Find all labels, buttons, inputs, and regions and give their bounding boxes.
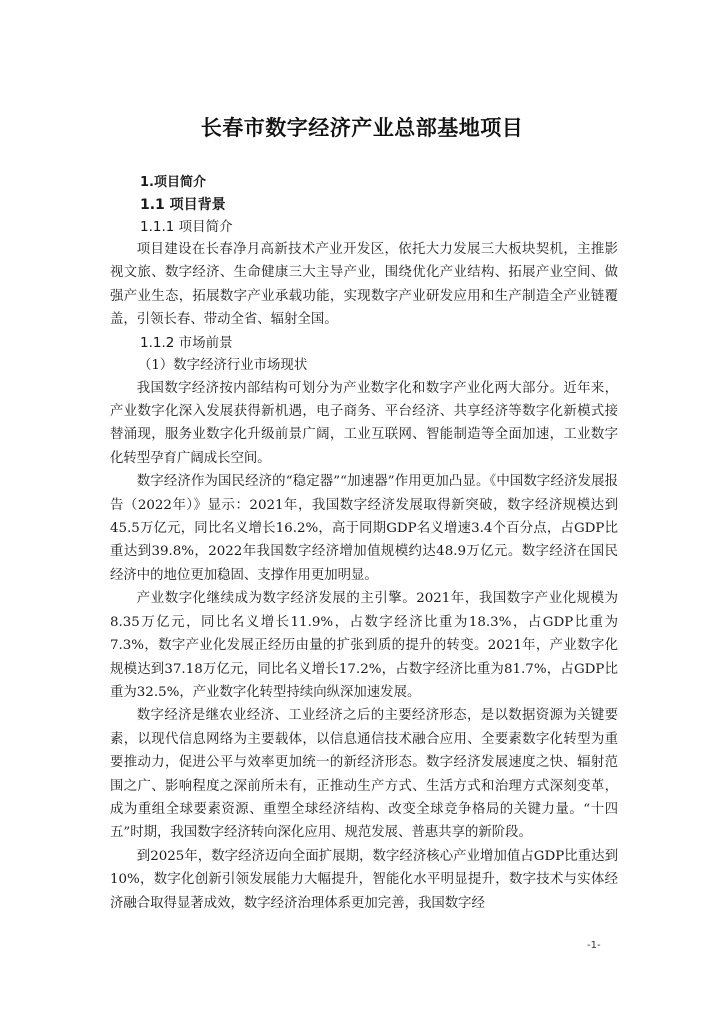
page-number: -1- — [587, 940, 601, 951]
paragraph: 到2025年，数字经济迈向全面扩展期，数字经济核心产业增加值占GDP比重达到10%，数字化创新引领发展能力大幅提升，智能化水平明显提升，数字技术与实体经济融合取得显著成效，数字经济治理体系更加完善，我国数字经 — [110, 848, 618, 911]
paragraph: 产业数字化继续成为数字经济发展的主引擎。2021年，我国数字产业化规模为8.35万亿元，同比名义增长11.9%，占数字经济比重为18.3%，占GDP比重为7.3%，数字产业化发展正经历由量的扩张到质的提升的转变。2021年，产业数字化规模达到37.18万亿元，同比名义增长17.2%，占数字经济比重为81.7%，占GDP比重为32.5%，产业数字化转型持续向纵深加速发展。 — [110, 591, 618, 700]
subheading-market-status: （1）数字经济行业市场现状 — [138, 357, 308, 373]
section-heading-1: 1.项目简介 — [140, 175, 206, 190]
section-heading-1-1-1: 1.1.1 项目简介 — [140, 219, 233, 235]
paragraph: 我国数字经济按内部结构可划分为产业数字化和数字产业化两大部分。近年来，产业数字化深入发展获得新机遇，电子商务、平台经济、共享经济等数字化新模式接替涌现，服务业数字化升级前景广阔，工业互联网、智能制造等全面加速，工业数字化转型孕育广阔成长空间。 — [110, 380, 618, 466]
document-title: 长春市数字经济产业总部基地项目 — [200, 116, 524, 140]
section-heading-1-1: 1.1 项目背景 — [140, 197, 226, 213]
section-heading-1-1-2: 1.1.2 市场前景 — [140, 334, 233, 351]
paragraph: 数字经济作为国民经济的“稳定器”“加速器”作用更加凸显。《中国数字经济发展报告（2022年）》显示：2021年，我国数字经济发展取得新突破，数字经济规模达到45.5万亿元，同比名义增长16.2%，高于同期GDP名义增速3.4个百分点，占GDP比重达到39.8%，2022年我国数字经济增加值规模约达48.9万亿元。数字经济在国民经济中的地位更加稳固、支撑作用更加明显。 — [110, 474, 618, 583]
paragraph: 数字经济是继农业经济、工业经济之后的主要经济形态，是以数据资源为关键要素，以现代信息网络为主要载体，以信息通信技术融合应用、全要素数字化转型为重要推动力，促进公平与效率更加统一的新经济形态。数字经济发展速度之快、辐射范围之广、影响程度之深前所未有，正推动生产方式、生活方式和治理方式深刻变革，成为重组全球要素资源、重塑全球经济结构、改变全球竞争格局的关键力量。“十四五”时期，我国数字经济转向深化应用、规范发展、普惠共享的新阶段。 — [110, 708, 618, 841]
document-body — [110, 172, 618, 915]
paragraph-intro: 项目建设在长春净月高新技术产业开发区，依托大力发展三大板块契机，主推影视文旅、数字经济、生命健康三大主导产业，围绕优化产业结构、拓展产业空间、做强产业生态，拓展数字产业承载功能，实现数字产业研发应用和生产制造全产业链覆盖，引领长春、带动全省、辐射全国。 — [110, 242, 618, 328]
